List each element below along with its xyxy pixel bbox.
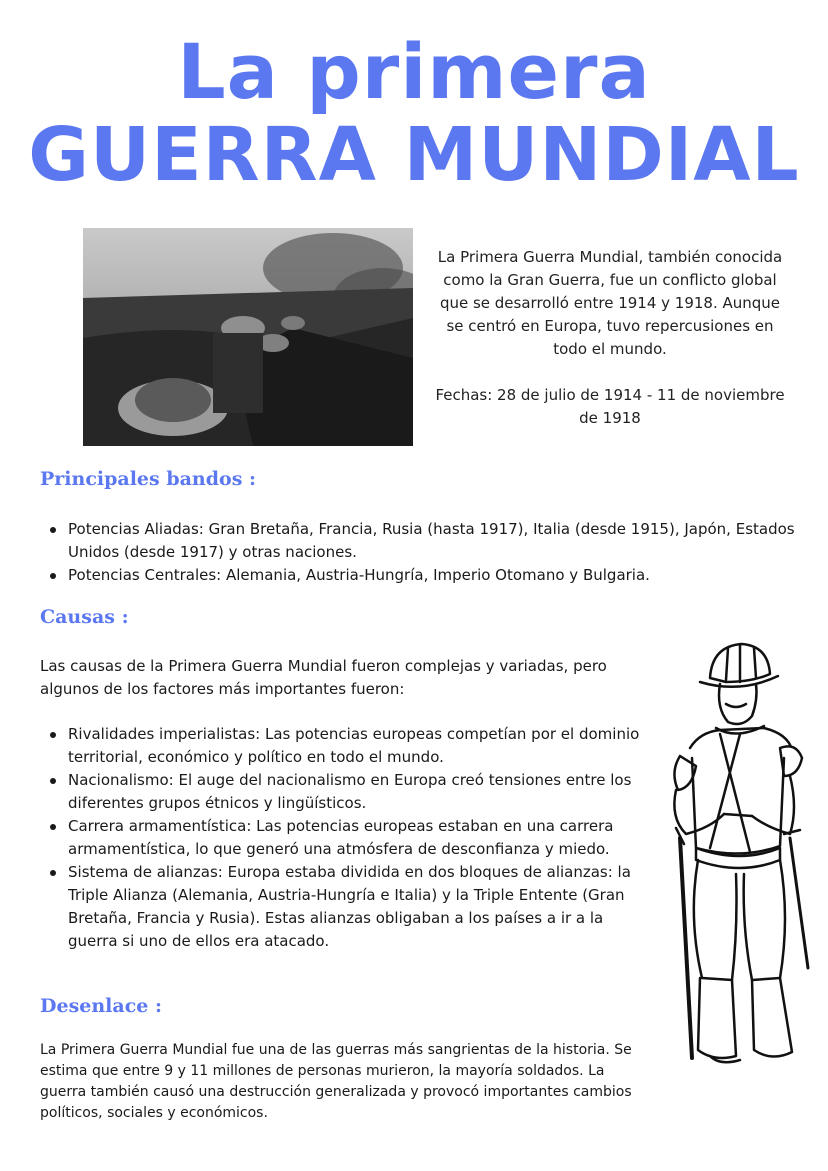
intro-dates: Fechas: 28 de julio de 1914 - 11 de noviembre de 1918 (435, 386, 785, 427)
causas-intro: Las causas de la Primera Guerra Mundial fueron complejas y variadas, pero algunos de los factores más importantes fueron: (40, 657, 607, 698)
intro-block (432, 246, 788, 430)
bandos-heading: Principales bandos : (40, 468, 257, 490)
page-title-line1: La primera (177, 27, 651, 116)
soldier-illustration (640, 638, 818, 1070)
list-item: Carrera armamentística: Las potencias europeas estaban en una carrera armamentística, lo que generó una atmósfera de desconfianza y miedo. (40, 815, 650, 861)
list-item: Potencias Centrales: Alemania, Austria-Hungría, Imperio Otomano y Bulgaria. (40, 564, 810, 587)
desenlace-text: La Primera Guerra Mundial fue una de las guerras más sangrientas de la historia. Se estima que entre 9 y 11 millones de personas murieron, la mayoría soldados. La guerra también causó una destrucción generalizada y provocó importantes cambios políticos, sociales y económicos. (40, 1042, 632, 1121)
bandos-list (40, 518, 810, 587)
list-item: Sistema de alianzas: Europa estaba dividida en dos bloques de alianzas: la Triple Alianza (Alemania, Austria-Hungría e Italia) y la Triple Entente (Gran Bretaña, Francia y Rusia). Estas alianzas obligaban a los países a ir a la guerra si uno de ellos era atacado. (40, 861, 650, 953)
intro-paragraph: La Primera Guerra Mundial, también conocida como la Gran Guerra, fue un conflicto global que se desarrolló entre 1914 y 1918. Aunque se centró en Europa, tuvo repercusiones en todo el mundo. (437, 248, 783, 358)
desenlace-heading: Desenlace : (40, 995, 162, 1017)
page-title-line2: GUERRA MUNDIAL (28, 112, 800, 198)
list-item: Rivalidades imperialistas: Las potencias europeas competían por el dominio territorial, económico y político en todo el mundo. (40, 723, 650, 769)
list-item: Potencias Aliadas: Gran Bretaña, Francia, Rusia (hasta 1917), Italia (desde 1915), Japón, Estados Unidos (desde 1917) y otras naciones. (40, 518, 810, 564)
causas-heading: Causas : (40, 606, 129, 628)
list-item: Nacionalismo: El auge del nacionalismo en Europa creó tensiones entre los diferentes grupos étnicos y lingüísticos. (40, 769, 650, 815)
causas-list (40, 723, 650, 953)
trench-soldiers-photo (83, 228, 413, 446)
